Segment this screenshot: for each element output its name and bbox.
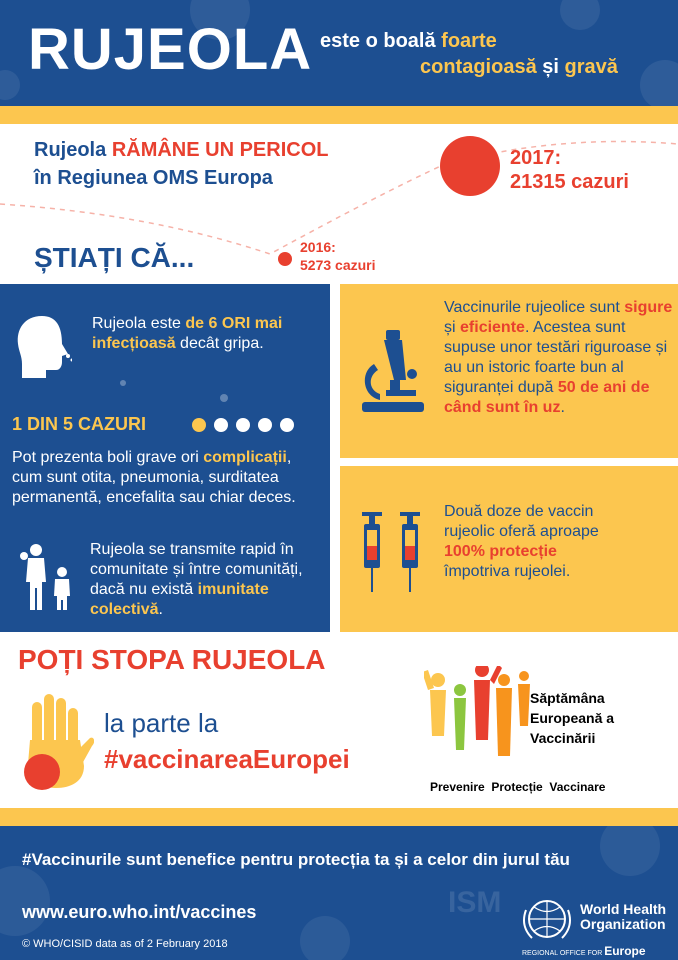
text: Organization — [580, 916, 666, 932]
vaccine-safety-text — [444, 298, 674, 418]
infectious-text — [92, 314, 312, 354]
who-region — [522, 944, 646, 958]
footer — [0, 826, 678, 960]
decorative-dot — [0, 866, 50, 936]
decorative-dot — [560, 0, 600, 30]
decorative-dot — [120, 380, 126, 386]
who-emblem-icon — [522, 896, 572, 942]
vaccination-week-figures-logo — [424, 666, 534, 766]
two-doses-panel — [340, 466, 678, 632]
yellow-stripe — [0, 808, 678, 826]
highlight: de 6 ORI mai infecțioasă — [92, 315, 283, 352]
text: Săptămâna — [530, 690, 605, 706]
decorative-dot — [220, 394, 228, 402]
vaccination-week-slogan: Prevenire Protecție Vaccinare — [430, 780, 606, 794]
ratio-dot-highlighted — [192, 418, 206, 432]
text: . — [158, 601, 163, 618]
page-subtitle — [320, 28, 618, 80]
cases-2016-circle — [278, 252, 292, 266]
text: Europe — [604, 944, 646, 958]
transmission-text — [90, 540, 326, 620]
vaccination-week-label — [530, 688, 614, 748]
highlight: complicații — [203, 449, 287, 466]
text: și — [444, 319, 456, 336]
cases-value: 21315 cazuri — [510, 171, 629, 193]
text: împotriva rujeolei. — [444, 563, 571, 580]
text: REGIONAL OFFICE FOR — [522, 950, 603, 957]
copyright-text: © WHO/CISID data as of 2 February 2018 — [22, 938, 228, 950]
text: World Health — [580, 901, 667, 917]
complications-text — [12, 448, 322, 508]
highlight: eficiente — [460, 319, 525, 336]
highlight: 50 de ani de când sunt în uz — [444, 379, 650, 416]
highlight: 100% protecție — [444, 543, 557, 560]
syringe-icon — [358, 510, 424, 596]
subtitle-text: și — [542, 56, 559, 78]
page-title: RUJEOLA — [28, 17, 313, 82]
two-doses-text — [444, 502, 624, 582]
text: Rujeola se transmite rapid în comunitate și între comunități, dacă nu există — [90, 541, 303, 598]
year-label: 2017: — [510, 147, 562, 169]
watermark-logo: ISM — [448, 886, 502, 919]
ratio-dot — [236, 418, 250, 432]
family-icon — [16, 542, 80, 612]
decorative-dot — [0, 70, 20, 100]
cases-value: 5273 cazuri — [300, 257, 376, 273]
stop-heading: POȚI STOPA RUJEOLA — [18, 644, 326, 675]
decorative-dot — [300, 916, 350, 960]
text: Două doze de vaccin rujeolic oferă aproape — [444, 503, 599, 540]
subtitle-highlight: gravă — [564, 56, 618, 78]
decorative-dot — [640, 60, 678, 106]
text: Vaccinurile rujeolice sunt — [444, 299, 620, 316]
ratio-dot — [280, 418, 294, 432]
cases-2016-label — [300, 238, 376, 274]
header-banner — [0, 0, 678, 106]
who-name — [580, 902, 666, 932]
campaign-hashtag: #vaccinareaEuropei — [104, 744, 350, 774]
did-you-know-heading: ȘTIAȚI CĂ... — [34, 242, 195, 273]
text: . Acestea sunt supuse unor testări riguroase și au un istoric foarte bun al siguranței după — [444, 319, 668, 396]
ratio-dots — [192, 418, 302, 437]
danger-text: în Regiunea OMS Europa — [34, 167, 273, 189]
text: Pot prezenta boli grave ori — [12, 449, 199, 466]
year-label: 2016: — [300, 239, 336, 255]
yellow-stripe — [0, 106, 678, 124]
text: Rujeola este — [92, 315, 181, 332]
highlight: sigure — [624, 299, 673, 316]
one-in-five-heading: 1 DIN 5 CAZURI — [12, 414, 147, 434]
raised-hand-icon — [18, 690, 94, 790]
text: decât gripa. — [180, 335, 264, 352]
cases-2017-circle — [440, 136, 500, 196]
decorative-dot — [600, 826, 660, 876]
text: Europeană a — [530, 710, 615, 726]
text: , cum sunt otita, pneumonia, surditatea permanentă, encefalita sau chiar deces. — [12, 449, 296, 506]
text: . — [560, 399, 565, 416]
cases-2017-label — [510, 146, 629, 194]
text: Vaccinării — [530, 730, 596, 746]
subtitle-highlight: foarte — [441, 30, 497, 52]
stop-measles-section — [0, 632, 678, 808]
ratio-dot — [214, 418, 228, 432]
stats-section — [0, 124, 678, 284]
microscope-icon — [358, 328, 428, 414]
website-link[interactable]: www.euro.who.int/vaccines — [22, 902, 257, 922]
subtitle-highlight: contagioasă — [420, 56, 537, 78]
participate-text: la parte la — [104, 708, 219, 738]
highlight: imunitate colectivă — [90, 581, 269, 618]
ratio-dot — [258, 418, 272, 432]
footer-hashtag: #Vaccinurile sunt benefice pentru protecția ta și a celor din jurul tău — [22, 850, 570, 869]
danger-heading — [34, 136, 328, 192]
facts-panel — [0, 284, 330, 632]
danger-text: Rujeola — [34, 139, 107, 161]
head-profile-icon — [12, 312, 72, 382]
subtitle-text: este o boală — [320, 30, 436, 52]
vaccine-safety-panel — [340, 284, 678, 458]
danger-highlight: RĂMÂNE UN PERICOL — [111, 139, 329, 161]
